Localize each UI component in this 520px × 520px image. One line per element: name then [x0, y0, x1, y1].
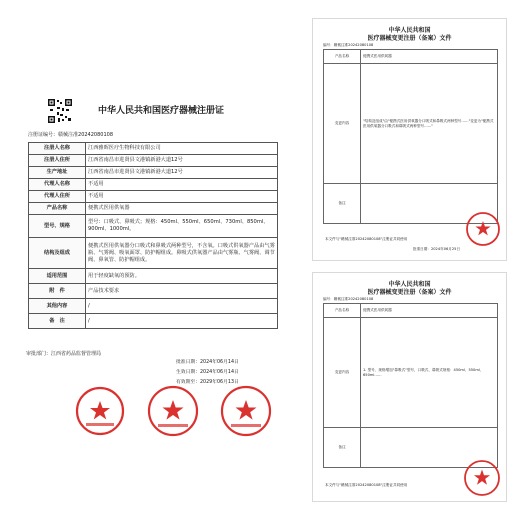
table-row: 产品名称 便携式医用供氧器 — [324, 50, 498, 64]
change-doc-footer: 本文件与"赣械注准20242080108"注册证共同使用 — [325, 237, 408, 241]
table-row: 代理人名称 不适用 — [29, 179, 278, 191]
table-row: 型号、规格 型号：口吸式、鼻吸式；规格：450ml、550ml、650ml、730ml、850ml、900ml、1000ml。 — [29, 215, 278, 238]
table-row: 注册人名称 江西雅晖医疗生物科技有限公司 — [29, 143, 278, 155]
registration-number: 注册证编号：赣械注准20242080108 — [28, 132, 114, 138]
table-row: 变更内容 1. 型号、规格增加"鼻吸式"型号，口吸式、鼻吸式规格：450ml、550ml、650ml…… — [324, 318, 498, 428]
official-seal-icon — [463, 459, 501, 497]
table-row: 注册人住所 江西省南昌市进贤县文港镇新港大道12号 — [29, 155, 278, 167]
approval-dates — [176, 358, 239, 388]
effective-date: 生效日期：2024年06月14日 — [176, 370, 239, 375]
table-row: 产品名称 便携式医用供氧器 — [29, 203, 278, 215]
table-row: 附 件 产品技术要求 — [29, 284, 278, 299]
change-doc-subtitle: 医疗器械变更注册（备案）文件 — [367, 35, 452, 42]
change-doc-number: 编号：赣械注准20242080108 — [323, 43, 374, 47]
change-document-1 — [312, 18, 507, 261]
change-table — [323, 303, 498, 468]
official-seals-icon — [68, 385, 278, 437]
table-row: 代理人住所 不适用 — [29, 191, 278, 203]
table-row: 备注 — [324, 184, 498, 224]
change-doc-title: 中华人民共和国 — [388, 281, 431, 288]
expiry-date: 有效期至：2029年06月13日 — [176, 380, 239, 385]
certificate-title: 中华人民共和国医疗器械注册证 — [98, 106, 225, 116]
registration-certificate — [18, 95, 280, 440]
approving-department: 审批部门：江西省药品监督管理局 — [26, 351, 102, 357]
table-row: 其他内容 / — [29, 299, 278, 314]
change-doc-title: 中华人民共和国 — [388, 27, 431, 34]
table-row: 适用范围 用于轻度缺氧的预防。 — [29, 269, 278, 284]
approval-date: 批准日期：2024年06月14日 — [176, 360, 239, 365]
table-row: 产品名称 便携式医用供氧器 — [324, 304, 498, 318]
qr-code-icon — [48, 99, 72, 123]
table-row: 生产地址 江西省南昌市进贤县文港镇新港大道12号 — [29, 167, 278, 179]
change-document-2 — [312, 272, 507, 502]
change-doc-number: 编号：赣械注准20242080108 — [323, 297, 374, 301]
table-row: 备 注 / — [29, 314, 278, 329]
table-row: 结构及组成 便携式医用供氧器分口吸式和鼻吸式两种型号，不含氧。口吸式供氧器产品由气雾瓶、气雾阀、吸氧面罩、防护帽组成。鼻吸式供氧器产品由气雾瓶、气雾阀、调节阀、鼻氧管、防护帽组成。 — [29, 238, 278, 269]
table-row: 变更内容 "结构及组成"由"便携式医用供氧器分口吸式和鼻吸式两种型号……"变更为"便携式医用供氧器分口吸式和鼻吸式两种型号……" — [324, 64, 498, 184]
table-row: 备注 — [324, 428, 498, 468]
official-seal-icon — [465, 211, 501, 247]
change-table — [323, 49, 498, 224]
change-doc-date: 批准日期：2024年06月25日 — [413, 247, 461, 251]
change-doc-subtitle: 医疗器械变更注册（备案）文件 — [367, 289, 452, 296]
certificate-table — [28, 142, 278, 329]
change-doc-footer: 本文件与"赣械注准20242080108"注册证共同使用 — [325, 483, 408, 487]
